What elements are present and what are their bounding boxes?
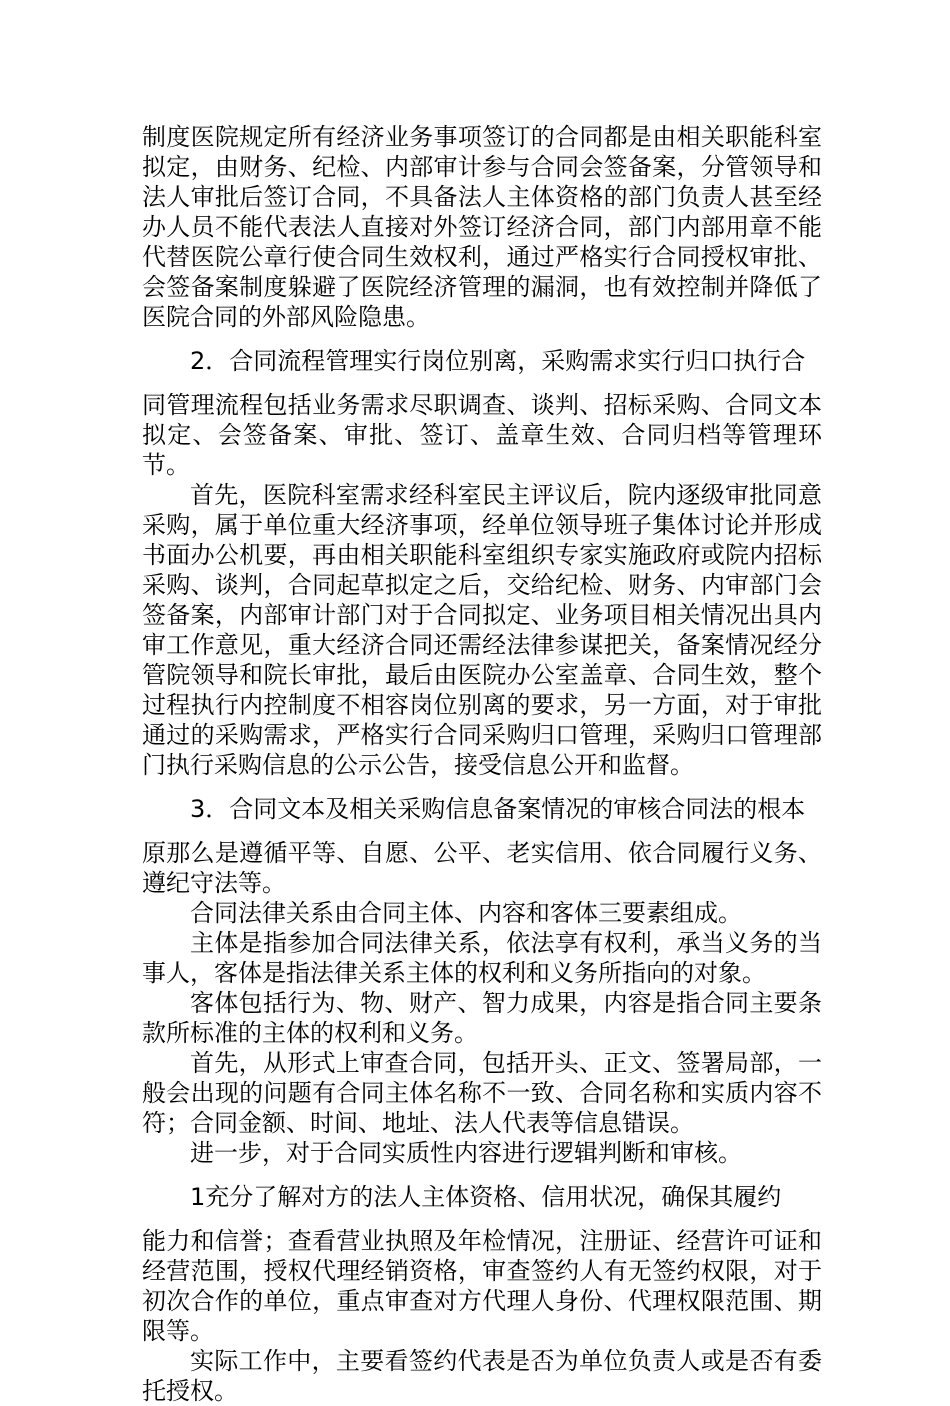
paragraph-process-steps: 同管理流程包括业务需求尽职调查、谈判、招标采购、合同文本拟定、会签备案、审批、签订、盖章生效、合同归档等管理环节。 — [142, 391, 822, 479]
paragraph-subject-object: 主体是指参加合同法律关系，依法享有权利，承当义务的当事人，客体是指法律关系主体的权利和义务所指向的对象。 — [142, 929, 822, 987]
paragraph-contract-principles: 原那么是遵循平等、自愿、公平、老实信用、依合同履行义务、遵纪守法等。 — [142, 839, 822, 897]
heading-contract-review: 3．合同文本及相关采购信息备案情况的审核合同法的根本 — [190, 795, 806, 823]
document-page — [142, 122, 822, 1406]
paragraph-form-review: 首先，从形式上审查合同，包括开头、正文、签署局部，一般会出现的问题有合同主体名称不一致、合同名称和实质内容不符；合同金额、时间、地址、法人代表等信息错误。 — [142, 1049, 822, 1137]
paragraph-three-elements: 合同法律关系由合同主体、内容和客体三要素组成。 — [190, 899, 742, 927]
paragraph-signing-authority: 实际工作中，主要看签约代表是否为单位负责人或是否有委托授权。 — [142, 1347, 822, 1405]
paragraph-contract-approval-system: 制度医院规定所有经济业务事项签订的合同都是由相关职能科室拟定，由财务、纪检、内部审计参与合同会签备案，分管领导和法人审批后签订合同，不具备法人主体资格的部门负责人甚至经办人员不能代表法人直接对外签订经济合同，部门内部用章不能代替医院公章行使合同生效权利，通过严格实行合同授权审批、会签备案制度躲避了医院经济管理的漏洞，也有效控制并降低了医院合同的外部风险隐患。 — [142, 123, 822, 331]
paragraph-substantive-review: 进一步，对于合同实质性内容进行逻辑判断和审核。 — [190, 1139, 742, 1167]
heading-process-separation: 2．合同流程管理实行岗位别离，采购需求实行归口执行合 — [190, 347, 806, 375]
heading-legal-entity-qualification: 1充分了解对方的法人主体资格、信用状况，确保其履约 — [190, 1183, 782, 1211]
paragraph-procurement-approval: 首先，医院科室需求经科室民主评议后，院内逐级审批同意采购，属于单位重大经济事项，经单位领导班子集体讨论并形成书面办公机要，再由相关职能科室组织专家实施政府或院内招标采购、谈判，合同起草拟定之后，交给纪检、财务、内审部门会签备案，内部审计部门对于合同拟定、业务项目相关情况出具内审工作意见，重大经济合同还需经法律参谋把关，备案情况经分管院领导和院长审批，最后由医院办公室盖章、合同生效，整个过程执行内控制度不相容岗位别离的要求，另一方面，对于审批通过的采购需求，严格实行合同采购归口管理，采购归口管理部门执行采购信息的公示公告，接受信息公开和监督。 — [142, 481, 822, 779]
paragraph-object-content: 客体包括行为、物、财产、智力成果，内容是指合同主要条款所标准的主体的权利和义务。 — [142, 989, 822, 1047]
paragraph-qualification-details: 能力和信誉；查看营业执照及年检情况，注册证、经营许可证和经营范围，授权代理经销资格，审查签约人有无签约权限，对于初次合作的单位，重点审查对方代理人身份、代理权限范围、期限等。 — [142, 1227, 822, 1345]
